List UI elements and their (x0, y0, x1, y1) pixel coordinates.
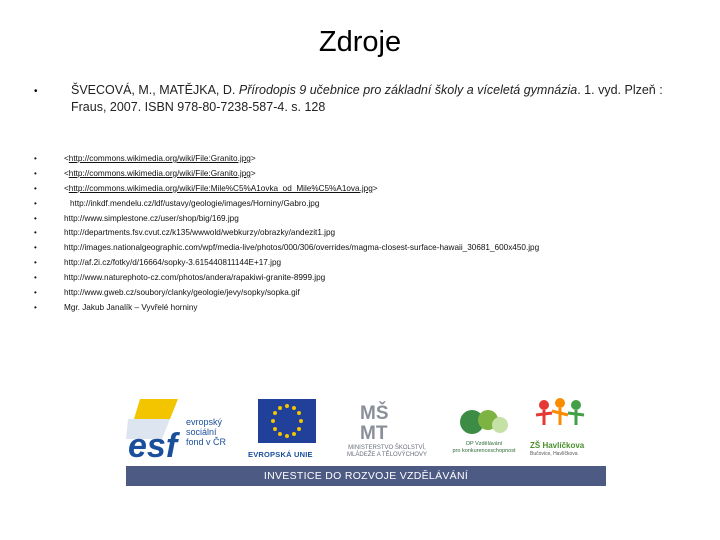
reference-link[interactable]: http://commons.wikimedia.org/wiki/File:Granito.jpg (68, 154, 251, 163)
svg-text:MŠ: MŠ (360, 403, 389, 424)
reference-link[interactable]: http://www.gweb.cz/soubory/clanky/geologie/jevy/sopky/sopka.gif (64, 288, 300, 298)
list-item: • <http://commons.wikimedia.org/wiki/File:Mile%C5%A1ovka_od_Mile%C5%A1ova.jpg> (0, 181, 720, 196)
list-item (0, 285, 720, 300)
school-caption: ZŠ Havlíčkova Bučovice, Havlíčkova (530, 441, 585, 457)
svg-text:esf: esf (128, 427, 178, 461)
esf-logo-icon (126, 395, 188, 461)
investment-banner: INVESTICE DO ROZVOJE VZDĚLÁVÁNÍ (126, 466, 606, 486)
bullet-icon: • (34, 198, 37, 208)
school-logo-icon (530, 395, 592, 441)
list-item: • <http://commons.wikimedia.org/wiki/File:Granito.jpg> (0, 151, 720, 166)
logo-bar (126, 395, 606, 465)
reference-link[interactable]: http://commons.wikimedia.org/wiki/File:Mile%C5%A1ovka_od_Mile%C5%A1ova.jpg (68, 183, 373, 193)
list-item: • <http://commons.wikimedia.org/wiki/File:Granito.jpg> (0, 166, 720, 181)
bullet-icon: • (34, 302, 37, 312)
bullet-icon: • (34, 228, 37, 238)
msmt-caption: MINISTERSTVO ŠKOLSTVÍ, MLÁDEŽE A TĚLOVÝCHOVY (347, 445, 427, 458)
bullet-icon: • (34, 154, 37, 163)
op-vk-logo-icon (458, 403, 510, 441)
reference-details: . 1. vyd. Plzeň : Fraus, 2007. ISBN 978-80-7238-587-4. s. 128 (71, 83, 663, 114)
list-item (0, 270, 720, 285)
list-item (0, 255, 720, 270)
reference-link[interactable]: http://departments.fsv.cvut.cz/k135/wwwold/webkurzy/obrazky/andezit1.jpg (64, 228, 336, 238)
bullet-icon: • (34, 183, 37, 193)
svg-text:MT: MT (360, 423, 388, 443)
reference-link[interactable]: http://af.2i.cz/fotky/d/16664/sopky-3.615440811144E+17.jpg (64, 258, 282, 268)
list-item (0, 211, 720, 226)
reference-list (0, 151, 720, 315)
reference-link[interactable]: http://www.simplestone.cz/user/shop/big/169.jpg (64, 213, 239, 223)
reference-authors: ŠVECOVÁ, M., MATĚJKA, D. (71, 83, 239, 97)
eu-flag-icon (256, 395, 318, 449)
reference-link[interactable]: http://www.naturephoto-cz.com/photos/andera/rapakiwi-granite-8999.jpg (64, 273, 326, 283)
list-item (0, 240, 720, 255)
main-reference (71, 82, 691, 116)
bullet-icon: • (34, 213, 37, 223)
bullet-icon: • (34, 243, 37, 253)
msmt-logo-icon (358, 399, 408, 443)
slide-title: Zdroje (318, 26, 402, 58)
reference-book-title: Přírodopis 9 učebnice pro základní školy a víceletá gymnázia (238, 83, 578, 97)
reference-link[interactable]: http://images.nationalgeographic.com/wpf/media-live/photos/000/306/overrides/magma-closest-surface-hawaii_30681_600x450.jpg (64, 243, 540, 253)
bullet-icon: • (34, 273, 37, 283)
eu-caption: EVROPSKÁ UNIE (248, 450, 313, 459)
bullet-icon: • (34, 86, 38, 97)
reference-author: Mgr. Jakub Janalík – Vyvřelé horniny (64, 302, 198, 312)
reference-link[interactable]: http://commons.wikimedia.org/wiki/File:Granito.jpg (68, 168, 251, 178)
list-item (0, 300, 720, 315)
list-item (0, 225, 720, 240)
bullet-icon: • (34, 168, 37, 178)
esf-caption: evropský sociální fond v ČR (186, 417, 227, 447)
reference-link[interactable]: http://inkdf.mendelu.cz/ldf/ustavy/geologie/images/Horniny/Gabro.jpg (70, 198, 320, 208)
bullet-icon: • (34, 288, 37, 298)
bullet-icon: • (34, 258, 37, 268)
list-item (0, 196, 720, 211)
op-vk-caption: OP Vzdělávání pro konkurenceschopnost (452, 441, 516, 454)
